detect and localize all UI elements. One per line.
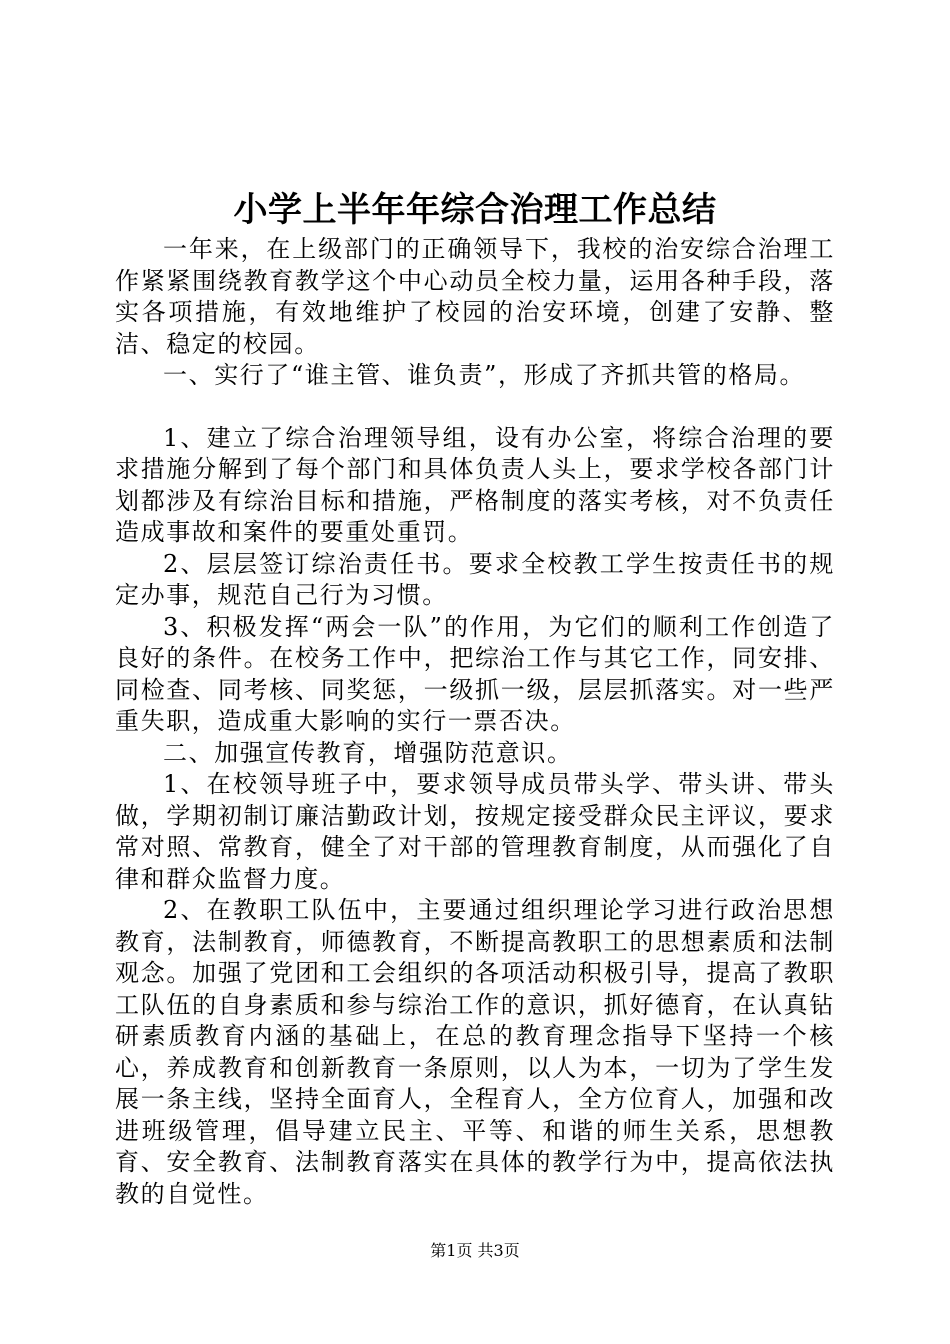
page-footer: 第1页 共3页 — [430, 1241, 520, 1260]
list-item-1-2: 2、层层签订综治责任书。要求全校教工学生按责任书的规定办事，规范自己行为习惯。 — [115, 549, 835, 609]
document-title: 小学上半年年综合治理工作总结 — [233, 190, 717, 230]
list-item-2-2: 2、在教职工队伍中，主要通过组织理论学习进行政治思想教育，法制教育，师德教育，不断提高教职工的思想素质和法制观念。加强了党团和工会组织的各项活动积极引导，提高了教职工队伍的自身素质和参与综治工作的意识，抓好德育，在认真钻研素质教育内涵的基础上，在总的教育理念指导下坚持一个核心，养成教育和创新教育一条原则，以人为本，一切为了学生发展一条主线，坚持全面育人，全程育人，全方位育人，加强和改进班级管理，倡导建立民主、平等、和谐的师生关系，思想教育、安全教育、法制教育落实在具体的教学行为中，提高依法执教的自觉性。 — [115, 896, 835, 1208]
list-item-1-1: 1、建立了综合治理领导组，设有办公室，将综合治理的要求措施分解到了每个部门和具体负责人头上，要求学校各部门计划都涉及有综治目标和措施，严格制度的落实考核，对不负责任造成事故和案件的要重处重罚。 — [115, 423, 835, 546]
section-heading-1: 一、实行了“谁主管、谁负责”，形成了齐抓共管的格局。 — [163, 361, 806, 389]
section-heading-2: 二、加强宣传教育，增强防范意识。 — [163, 738, 573, 767]
list-item-2-1: 1、在校领导班子中，要求领导成员带头学、带头讲、带头做，学期初制订廉洁勤政计划，按规定接受群众民主评议，要求常对照、常教育，健全了对干部的管理教育制度，从而强化了自律和群众监督力度。 — [115, 770, 835, 893]
intro-paragraph: 一年来，在上级部门的正确领导下，我校的治安综合治理工作紧紧围绕教育教学这个中心动员全校力量，运用各种手段，落实各项措施，有效地维护了校园的治安环境，创建了安静、整洁、稳定的校园。 — [115, 235, 835, 358]
document-body — [115, 234, 835, 1210]
list-item-1-3: 3、积极发挥“两会一队”的作用，为它们的顺利工作创造了良好的条件。在校务工作中，把综治工作与其它工作，同安排、同检查、同考核、同奖惩，一级抓一级，层层抓落实。对一些严重失职，造成重大影响的实行一票否决。 — [115, 612, 835, 735]
